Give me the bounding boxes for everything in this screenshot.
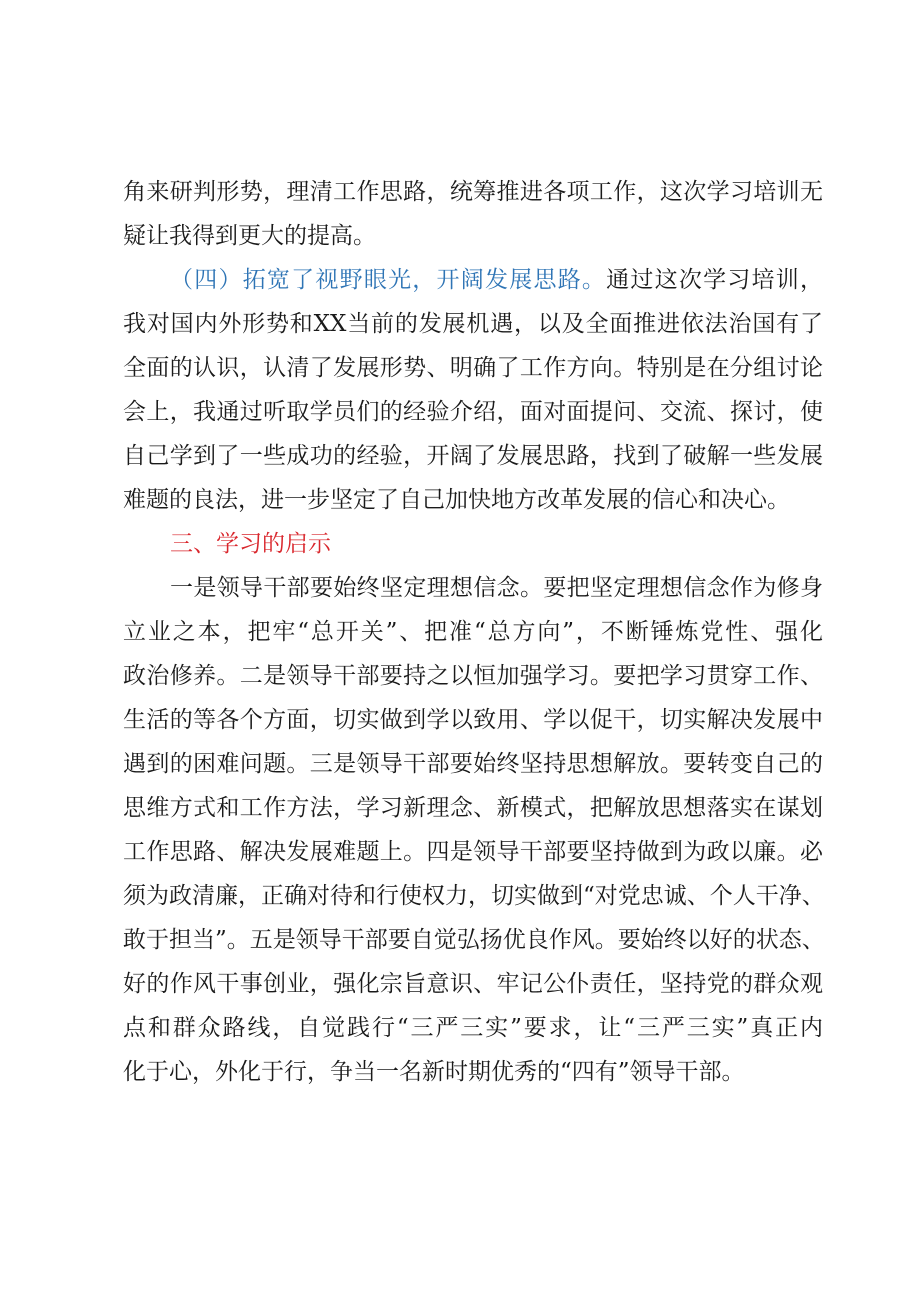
paragraph-line: 立业之本，把牢“总开关”、把准“总方向”，不断锤炼党性、强化 [123, 619, 823, 645]
paragraph-first-line [170, 258, 823, 302]
paragraph-text: 通过这次学习培训， [606, 267, 824, 293]
paragraph-line: 疑让我得到更大的提高。 [123, 223, 376, 249]
paragraph-line: 生活的等各个方面，切实做到学以致用、学以促干，切实解决发展中 [123, 707, 823, 733]
paragraph-line: 政治修养。二是领导干部要持之以恒加强学习。要把学习贯穿工作、 [123, 663, 823, 689]
paragraph-line: 须为政清廉，正确对待和行使权力，切实做到“对党忠诚、个人干净、 [123, 883, 825, 909]
paragraph-line: 遇到的困难问题。三是领导干部要始终坚持思想解放。要转变自己的 [123, 751, 823, 777]
paragraph-line: 化于心，外化于行，争当一名新时期优秀的“四有”领导干部。 [123, 1059, 745, 1085]
subheading: （四）拓宽了视野眼光，开阔发展思路。 [170, 267, 607, 293]
paragraph-first-line: 一是领导干部要始终坚定理想信念。要把坚定理想信念作为修身 [170, 575, 823, 601]
section-heading: 三、学习的启示 [170, 531, 331, 557]
paragraph-line: 会上，我通过听取学员们的经验介绍，面对面提问、交流、探讨，使 [123, 399, 823, 425]
paragraph-line: 点和群众路线，自觉践行“三严三实”要求，让“三严三实”真正内 [123, 1015, 823, 1041]
paragraph-line: 敢于担当”。五是领导干部要自觉弘扬优良作风。要始终以好的状态、 [123, 927, 825, 953]
paragraph-line: 角来研判形势，理清工作思路，统筹推进各项工作，这次学习培训无 [123, 179, 823, 205]
paragraph-line: 思维方式和工作方法，学习新理念、新模式，把解放思想落实在谋划 [123, 795, 823, 821]
paragraph-line: 我对国内外形势和XX当前的发展机遇，以及全面推进依法治国有了 [123, 311, 823, 337]
paragraph-line: 全面的认识，认清了发展形势、明确了工作方向。特别是在分组讨论 [123, 355, 823, 381]
paragraph-line: 好的作风干事创业，强化宗旨意识、牢记公仆责任，坚持党的群众观 [123, 971, 823, 997]
paragraph-line: 难题的良法，进一步坚定了自己加快地方改革发展的信心和决心。 [123, 487, 790, 513]
paragraph-line: 工作思路、解决发展难题上。四是领导干部要坚持做到为政以廉。必 [123, 839, 823, 865]
paragraph-line: 自己学到了一些成功的经验，开阔了发展思路，找到了破解一些发展 [123, 443, 823, 469]
